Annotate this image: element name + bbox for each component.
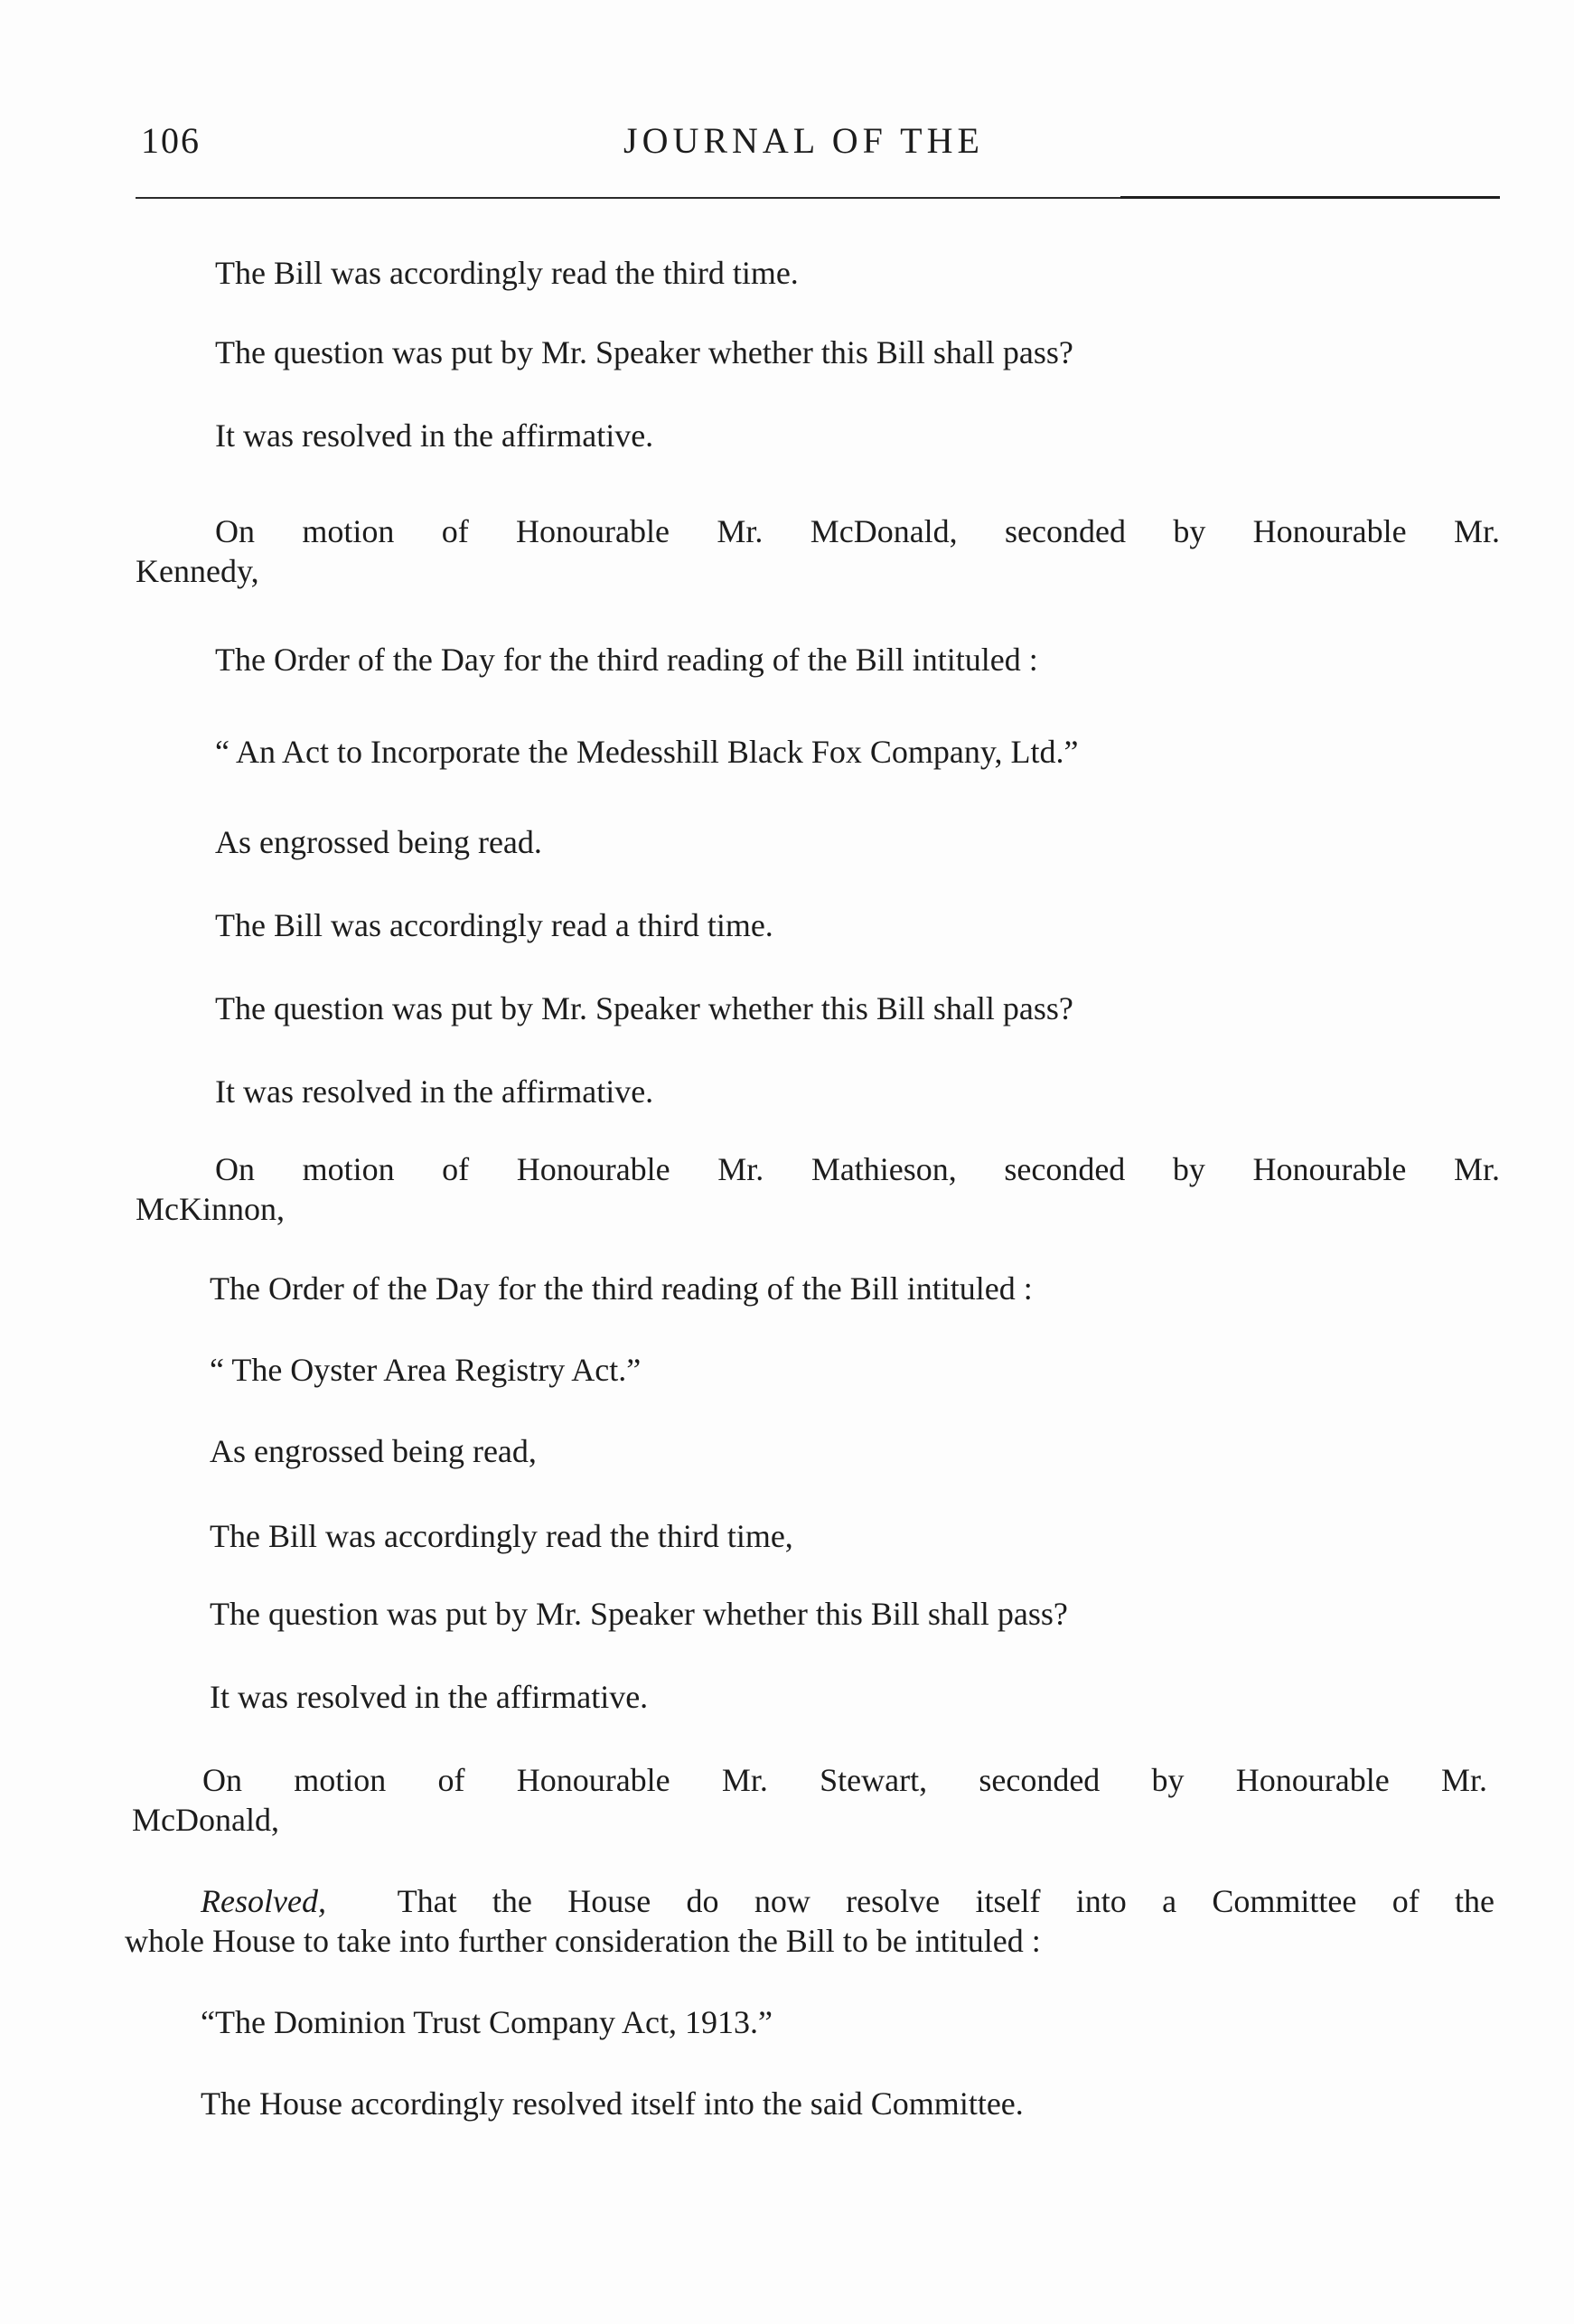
page-header — [136, 119, 1500, 173]
paragraph-bill-title-dominion-trust: “The Dominion Trust Company Act, 1913.” — [201, 2004, 773, 2040]
paragraph-motion-stewart — [132, 1760, 1487, 1840]
paragraph-order-of-day-2: The Order of the Day for the third reading of the Bill intituled : — [210, 1270, 1033, 1307]
paragraph-question-put-1: The question was put by Mr. Speaker whether this Bill shall pass? — [215, 334, 1073, 370]
paragraph-house-resolved-committee: The House accordingly resolved itself into the said Committee. — [201, 2085, 1024, 2122]
paragraph-resolved-affirmative-3: It was resolved in the affirmative. — [210, 1679, 649, 1715]
resolved-committee-line-1 — [125, 1881, 1494, 1921]
paragraph-resolved-committee — [125, 1881, 1494, 1961]
header-rule-heavy — [1120, 196, 1500, 199]
paragraph-bill-title-oyster: “ The Oyster Area Registry Act.” — [210, 1352, 642, 1388]
paragraph-resolved-affirmative-1: It was resolved in the affirmative. — [215, 417, 654, 454]
resolved-committee-line-1-text: That the House do now resolve itself into a Committee of the — [397, 1883, 1494, 1919]
paragraph-order-of-day-1: The Order of the Day for the third reading of the Bill intituled : — [215, 642, 1038, 678]
paragraph-bill-title-black-fox: “ An Act to Incorporate the Medesshill Black Fox Company, Ltd.” — [215, 734, 1079, 770]
running-title: JOURNAL OF THE — [623, 120, 984, 161]
motion-mcdonald-line-1: On motion of Honourable Mr. McDonald, seconded by Honourable Mr. — [215, 513, 1500, 549]
paragraph-bill-read-third-time-1: The Bill was accordingly read the third time. — [215, 255, 799, 291]
paragraph-engrossed-1: As engrossed being read. — [215, 824, 542, 860]
paragraph-motion-mcdonald — [136, 511, 1500, 591]
resolved-committee-line-2: whole House to take into further consideration the Bill to be intituled : — [125, 1923, 1041, 1959]
motion-mathieson-line-1: On motion of Honourable Mr. Mathieson, seconded by Honourable Mr. — [215, 1151, 1500, 1187]
paragraph-bill-read-third-time-2: The Bill was accordingly read a third time. — [215, 907, 773, 943]
motion-mathieson-line-2: McKinnon, — [136, 1191, 285, 1227]
motion-mcdonald-line-2: Kennedy, — [136, 553, 259, 589]
paragraph-resolved-affirmative-2: It was resolved in the affirmative. — [215, 1073, 654, 1110]
motion-stewart-line-1: On motion of Honourable Mr. Stewart, seconded by Honourable Mr. — [202, 1762, 1487, 1798]
resolved-lead: Resolved, — [201, 1883, 326, 1919]
paragraph-bill-read-third-time-3: The Bill was accordingly read the third time, — [210, 1518, 793, 1554]
paragraph-question-put-3: The question was put by Mr. Speaker whether this Bill shall pass? — [210, 1596, 1068, 1632]
paragraph-motion-mathieson — [136, 1149, 1500, 1229]
motion-stewart-line-2: McDonald, — [132, 1802, 279, 1838]
paragraph-engrossed-2: As engrossed being read, — [210, 1433, 537, 1469]
paragraph-question-put-2: The question was put by Mr. Speaker whether this Bill shall pass? — [215, 990, 1073, 1026]
page-number: 106 — [141, 120, 201, 161]
